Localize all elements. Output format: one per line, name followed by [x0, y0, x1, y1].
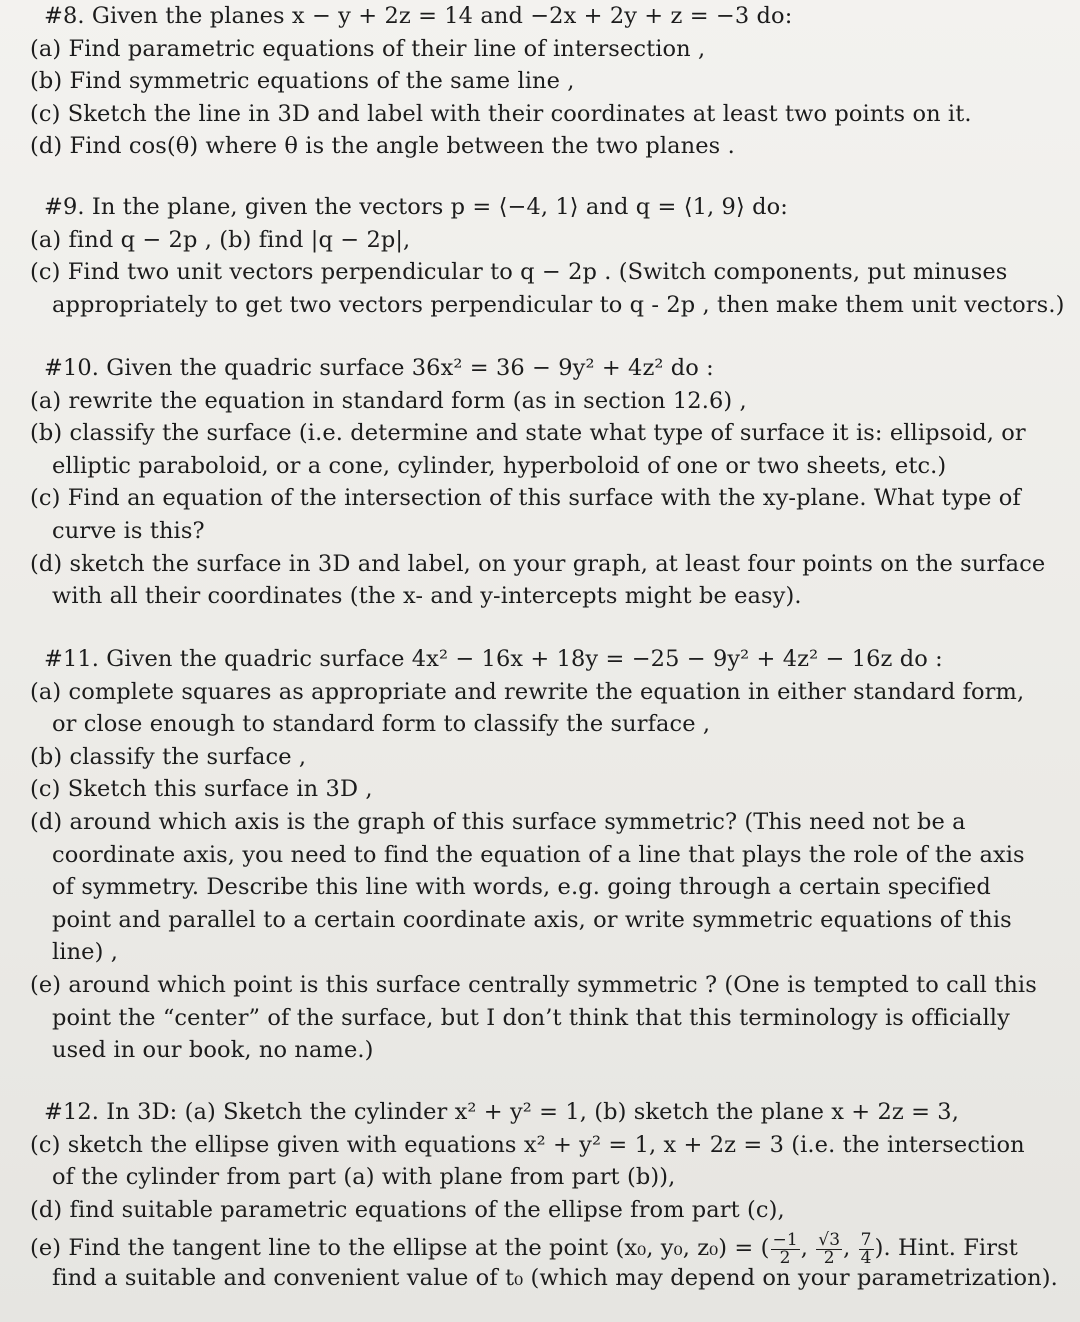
problem-11-part-d-line-5: line) , — [52, 939, 118, 966]
problem-12-part-e-continued: find a suitable and convenient value of t₀ (which may depend on your parametrization). — [52, 1265, 1058, 1292]
fraction-y0-numerator: √3 — [818, 1229, 841, 1250]
problem-8-part-b: (b) Find symmetric equations of the same line , — [30, 68, 575, 95]
problem-11-part-d-line-2: coordinate axis, you need to find the equation of a line that plays the role of the axis — [52, 841, 1025, 868]
problem-8-part-d: (d) Find cos(θ) where θ is the angle between the two planes . — [30, 133, 735, 160]
problem-9 — [30, 191, 1065, 321]
problem-12-part-d: (d) find suitable parametric equations of the ellipse from part (c), — [30, 1196, 785, 1223]
problem-9-header: #9. In the plane, given the vectors p = ⟨−4, 1⟩ and q = ⟨1, 9⟩ do: — [44, 194, 788, 220]
problem-12-part-e-hint: ). Hint. First — [874, 1235, 1018, 1262]
problem-8 — [30, 0, 1060, 163]
fraction-x0-denominator: 2 — [779, 1247, 791, 1268]
problem-10-part-b-continued: elliptic paraboloid, or a cone, cylinder, hyperboloid of one or two sheets, etc.) — [52, 452, 947, 479]
problem-10-part-a: (a) rewrite the equation in standard form (as in section 12.6) , — [30, 387, 747, 414]
problem-8-part-c: (c) Sketch the line in 3D and label with their coordinates at least two points on it. — [30, 100, 972, 127]
fraction-z0-numerator: 7 — [860, 1229, 872, 1250]
problem-11-header: #11. Given the quadric surface 4x² − 16x + 18y = −25 − 9y² + 4z² − 16z do : — [44, 646, 943, 672]
fraction-z0-denominator: 4 — [860, 1247, 872, 1268]
comma: , — [843, 1235, 858, 1262]
problem-11-part-a: (a) complete squares as appropriate and rewrite the equation in either standard form, — [30, 678, 1025, 705]
problem-10-part-c: (c) Find an equation of the intersection of this surface with the xy-plane. What type of — [30, 485, 1021, 512]
problem-9-parts-ab: (a) find q − 2p , (b) find |q − 2p|, — [30, 226, 411, 253]
problem-11-part-c: (c) Sketch this surface in 3D , — [30, 776, 373, 803]
problem-11-part-e-line-3: used in our book, no name.) — [52, 1037, 374, 1064]
problem-10-part-b: (b) classify the surface (i.e. determine and state what type of surface it is: ellipsoid, or — [30, 420, 1026, 447]
problem-10-part-c-continued: curve is this? — [52, 517, 205, 544]
problem-11-part-d-line-4: point and parallel to a certain coordinate axis, or write symmetric equations of this — [52, 906, 1012, 933]
problem-10-part-d-continued: with all their coordinates (the x- and y-intercepts might be easy). — [52, 583, 802, 610]
fraction-y0-denominator: 2 — [823, 1247, 835, 1268]
problem-8-part-a: (a) Find parametric equations of their line of intersection , — [30, 35, 706, 62]
problem-10-part-d: (d) sketch the surface in 3D and label, on your graph, at least four points on the surface — [30, 550, 1046, 577]
problem-12-part-c: (c) sketch the ellipse given with equations x² + y² = 1, x + 2z = 3 (i.e. the intersection — [30, 1131, 1025, 1158]
problem-11-part-b: (b) classify the surface , — [30, 743, 307, 770]
problem-11 — [30, 643, 1060, 1067]
problem-12-header: #12. In 3D: (a) Sketch the cylinder x² + y² = 1, (b) sketch the plane x + 2z = 3, — [44, 1099, 959, 1125]
problem-10 — [30, 352, 1060, 613]
problem-12-part-e-text: (e) Find the tangent line to the ellipse at the point (x₀, y₀, z₀) = ( — [30, 1235, 770, 1262]
problem-11-part-d-line-3: of symmetry. Describe this line with words, e.g. going through a certain specified — [52, 874, 991, 901]
problem-9-part-c-continued: appropriately to get two vectors perpendicular to q - 2p , then make them unit vectors.) — [52, 291, 1065, 318]
problem-10-header: #10. Given the quadric surface 36x² = 36 − 9y² + 4z² do : — [44, 355, 714, 381]
problem-11-part-d: (d) around which axis is the graph of this surface symmetric? (This need not be a — [30, 808, 966, 835]
problem-11-part-a-continued: or close enough to standard form to classify the surface , — [52, 711, 711, 738]
comma: , — [800, 1235, 816, 1262]
problem-11-part-e: (e) around which point is this surface centrally symmetric ? (One is tempted to call this — [30, 971, 1037, 998]
problem-11-part-e-line-2: point the “center” of the surface, but I don’t think that this terminology is officially — [52, 1004, 1010, 1031]
problem-9-part-c: (c) Find two unit vectors perpendicular to q − 2p . (Switch components, put minuses — [30, 259, 1008, 286]
problem-8-header: #8. Given the planes x − y + 2z = 14 and −2x + 2y + z = −3 do: — [44, 3, 793, 29]
problem-12-part-c-continued: of the cylinder from part (a) with plane from part (b)), — [52, 1164, 676, 1191]
fraction-x0-numerator: −1 — [772, 1229, 798, 1250]
problem-12 — [30, 1096, 1060, 1295]
